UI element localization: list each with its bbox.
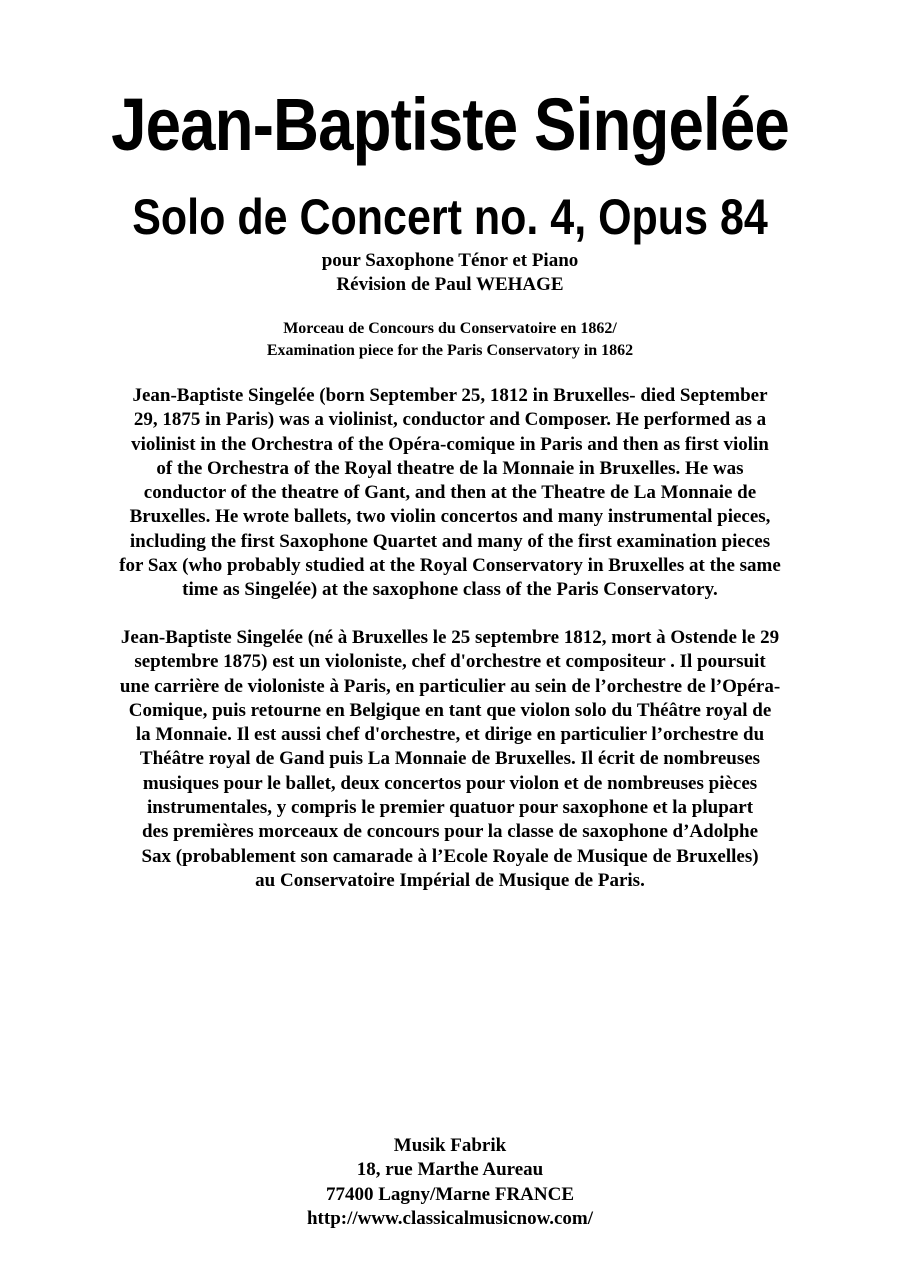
- publisher-block: [0, 1134, 900, 1231]
- work-title: Solo de Concert no. 4, Opus 84: [132, 189, 768, 245]
- composer-name: Jean-Baptiste Singelée: [111, 83, 789, 166]
- publisher-street: 18, rue Marthe Aureau: [356, 1159, 544, 1181]
- biography-french-line: une carrière de violoniste à Paris, en particulier au sein de l’orchestre de l’Opéra-: [119, 675, 781, 697]
- exam-note-english: Examination piece for the Paris Conservatory in 1862: [266, 342, 634, 359]
- biography-french-line: musiques pour le ballet, deux concertos pour violon et de nombreuses pièces: [142, 772, 758, 794]
- biography-english-line: for Sax (who probably studied at the Royal Conservatory in Bruxelles at the same: [119, 555, 781, 577]
- instrumentation-line: pour Saxophone Ténor et Piano: [321, 250, 579, 271]
- revision-line: Révision de Paul WEHAGE: [336, 274, 564, 295]
- publisher-name: Musik Fabrik: [393, 1135, 507, 1156]
- biography-french-line: Sax (probablement son camarade à l’Ecole Royale de Musique de Bruxelles): [141, 845, 759, 867]
- publisher-url: http://www.classicalmusicnow.com/: [306, 1207, 594, 1229]
- biography-english-line: violinist in the Orchestra of the Opéra-comique in Paris and then as first violin: [131, 433, 769, 455]
- biography-french-line: Jean-Baptiste Singelée (né à Bruxelles le 25 septembre 1812, mort à Ostende le 29: [120, 627, 780, 648]
- biography-english-line: time as Singelée) at the saxophone class of the Paris Conservatory.: [182, 579, 718, 601]
- exam-note-french: Morceau de Concours du Conservatoire en 1862/: [283, 320, 617, 337]
- biography-french-line: septembre 1875) est un violoniste, chef d'orchestre et compositeur . Il poursuit: [134, 651, 766, 673]
- biography-english-line: Bruxelles. He wrote ballets, two violin concertos and many instrumental pieces,: [129, 506, 771, 528]
- biography-french-line: des premières morceaux de concours pour la classe de saxophone d’Adolphe: [141, 821, 759, 843]
- biography-english-line: including the first Saxophone Quartet and many of the first examination pieces: [129, 530, 771, 552]
- biography-english-line: 29, 1875 in Paris) was a violinist, conductor and Composer. He performed as a: [133, 409, 767, 431]
- biography-french-line: la Monnaie. Il est aussi chef d'orchestre, et dirige en particulier l’orchestre du: [135, 724, 765, 746]
- biography-english-line: Jean-Baptiste Singelée (born September 25, 1812 in Bruxelles- died September: [132, 385, 768, 406]
- publisher-city: 77400 Lagny/Marne FRANCE: [325, 1183, 575, 1205]
- biography-french-line: Théâtre royal de Gand puis La Monnaie de Bruxelles. Il écrit de nombreuses: [139, 748, 761, 770]
- biography-french-line: au Conservatoire Impérial de Musique de Paris.: [255, 869, 645, 891]
- biography-english: [0, 384, 900, 603]
- biography-french-line: instrumentales, y compris le premier quatuor pour saxophone et la plupart: [146, 797, 754, 819]
- biography-english-line: of the Orchestra of the Royal theatre de la Monnaie in Bruxelles. He was: [156, 457, 744, 479]
- biography-english-line: conductor of the theatre of Gant, and then at the Theatre de La Monnaie de: [143, 482, 757, 504]
- biography-french-line: Comique, puis retourne en Belgique en tant que violon solo du Théâtre royal de: [128, 699, 772, 721]
- biography-french: [0, 626, 900, 893]
